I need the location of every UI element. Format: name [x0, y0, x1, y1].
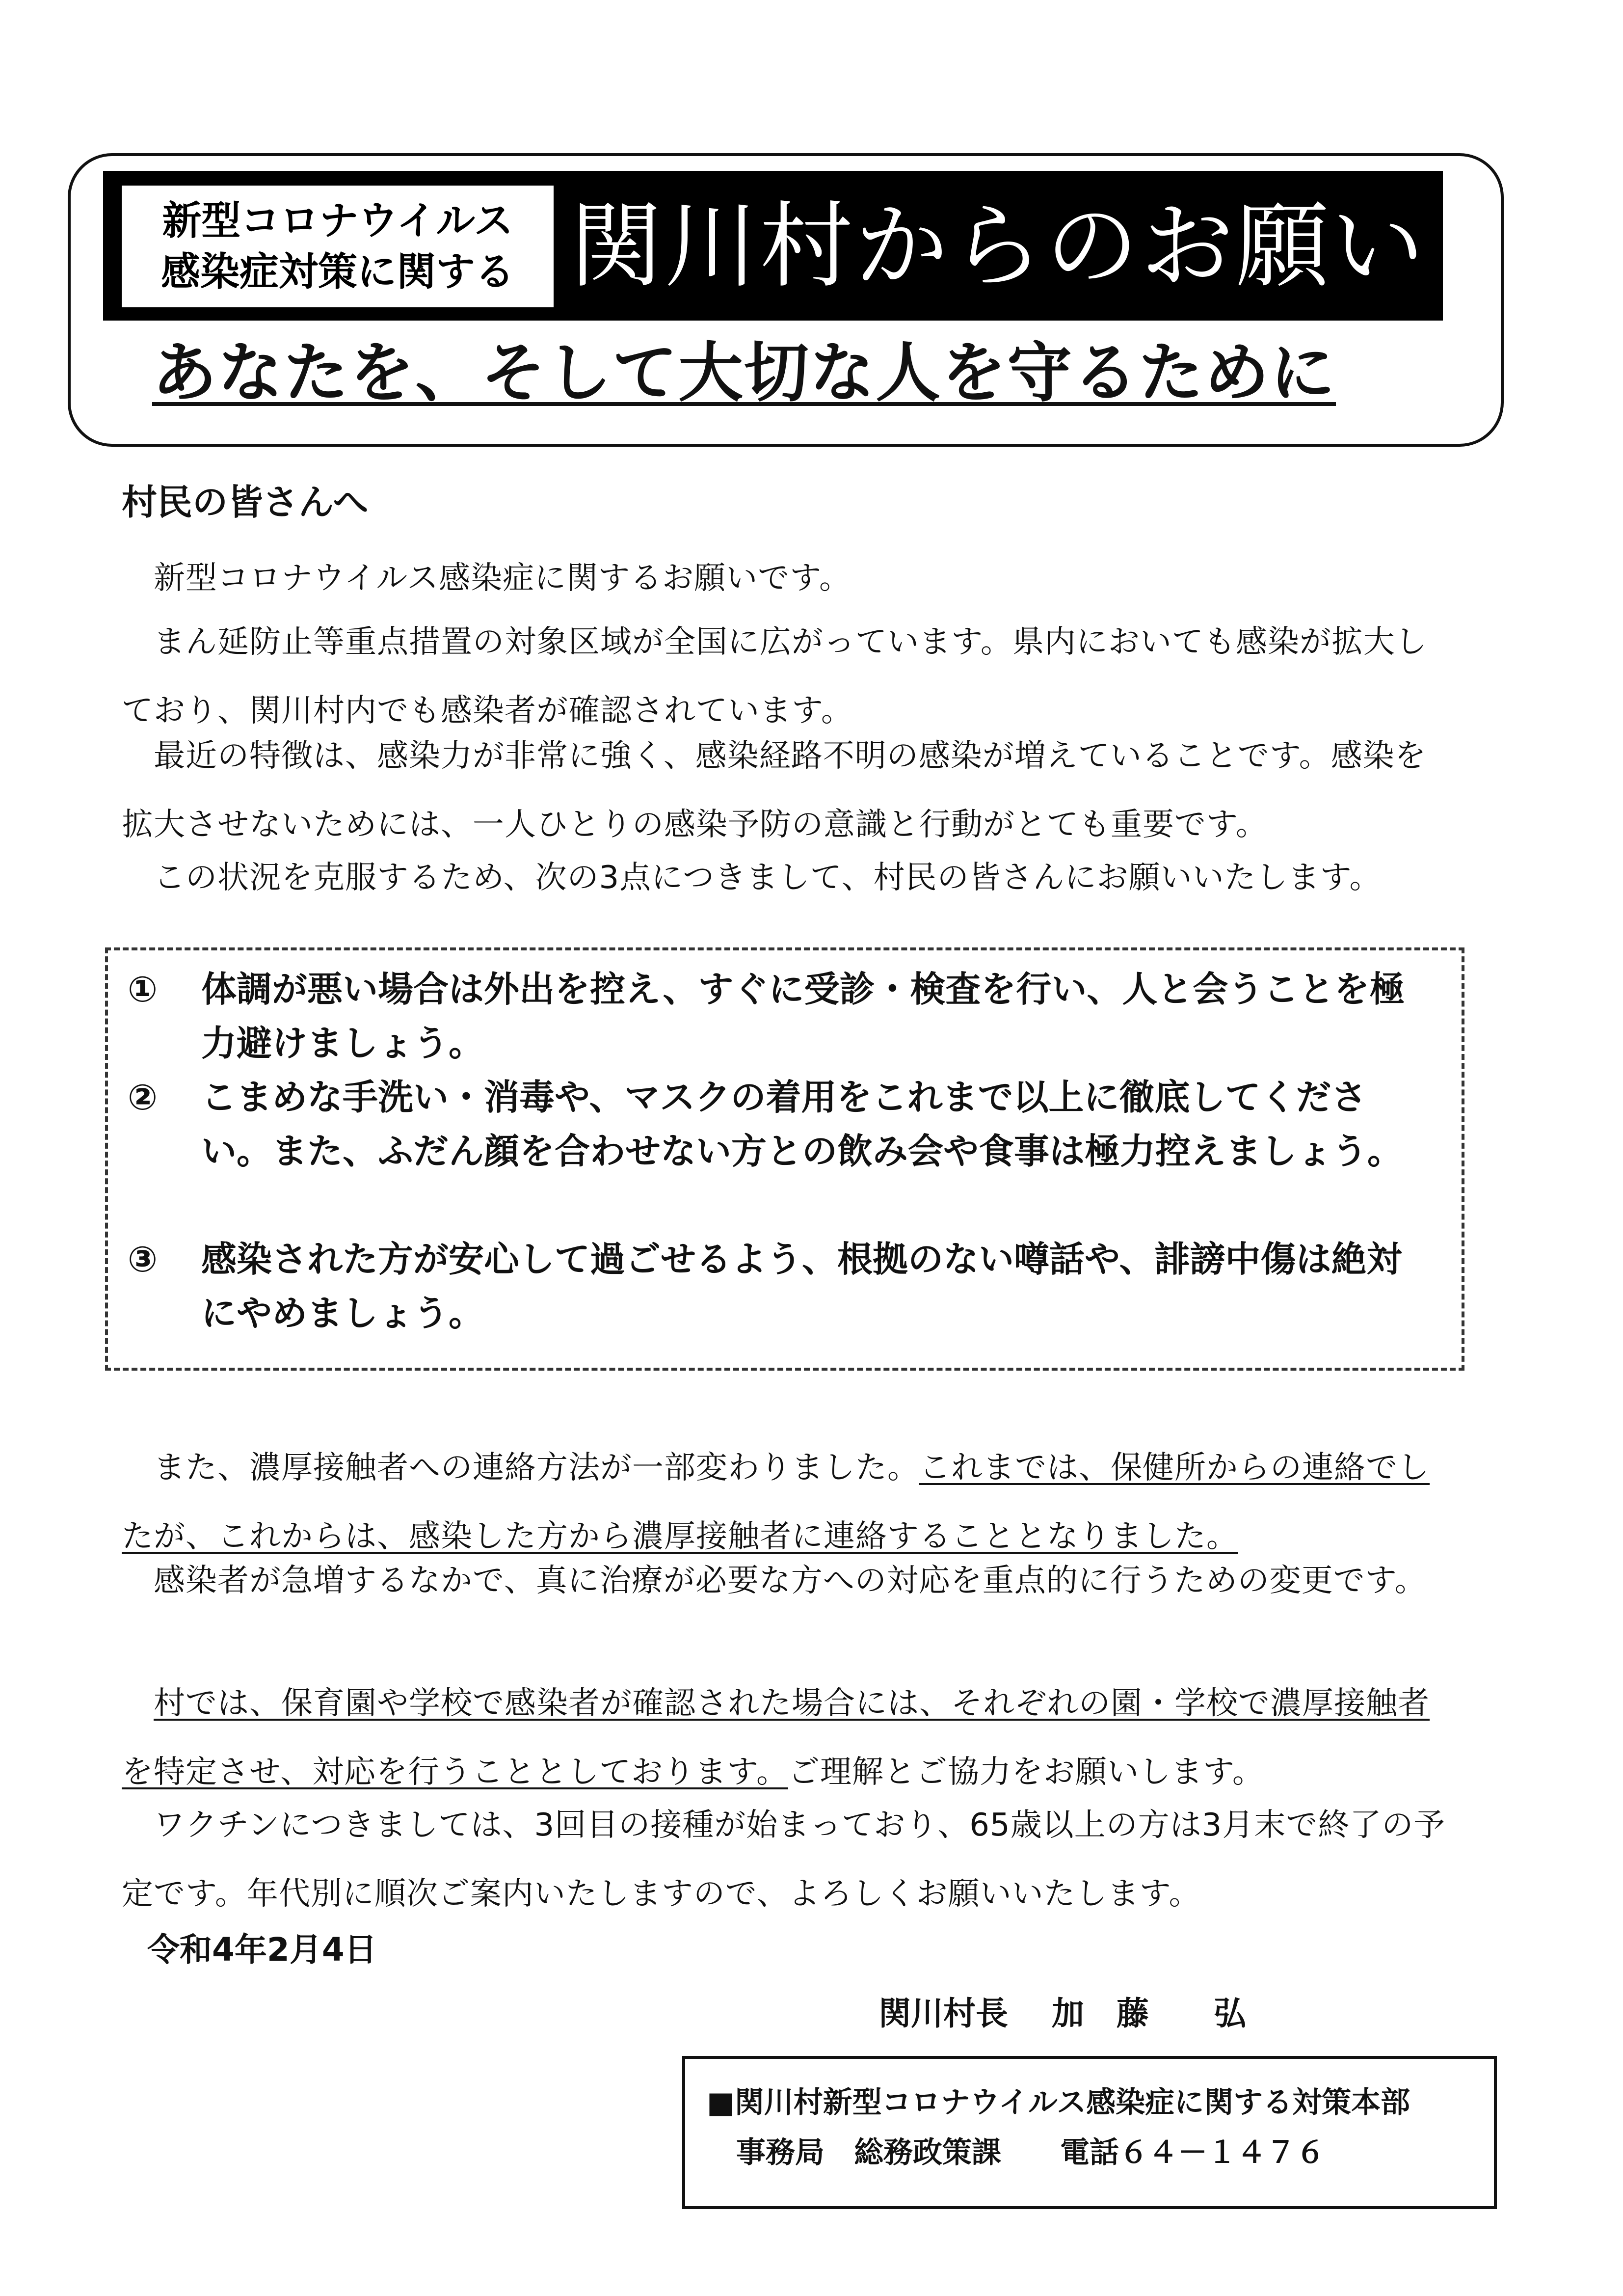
paragraph-reason [122, 1546, 1447, 1615]
request-number: ① [128, 969, 158, 1010]
reason-text: 感染者が急増するなかで、真に治療が必要な方への対応を重点的に行うための変更です。 [154, 1563, 1427, 1599]
request-number: ② [128, 1077, 158, 1118]
request-item [128, 1232, 1423, 1340]
greeting: 村民の皆さんへ [122, 482, 369, 523]
paragraph-features-text: 最近の特徴は、感染力が非常に強く、感染経路不明の感染が増えていることです。感染を拡大させないためには、一人ひとりの感染予防の意識と行動がとても重要です。 [122, 738, 1427, 843]
intro-paragraph [122, 544, 1447, 613]
contact-change-text: また、濃厚接触者への連絡方法が一部変わりました。 [154, 1450, 919, 1486]
tagline: あなたを、そして大切な人を守るために [152, 335, 1336, 411]
request-item [128, 962, 1423, 1070]
request-number: ③ [128, 1239, 158, 1280]
vaccine-text: ワクチンにつきましては、3回目の接種が始まっており、65歳以上の方は3月末で終了の予定です。年代別に順次ご案内いたしますので、よろしくお願いいたします。 [122, 1807, 1446, 1912]
schools-text: ご理解とご協力をお願いします。 [788, 1754, 1264, 1790]
contact-office: ■関川村新型コロナウイルス感染症に関する対策本部 [707, 2085, 1410, 2120]
paragraph-request-intro-text: この状況を克服するため、次の3点につきまして、村民の皆さんにお願いいたします。 [154, 860, 1382, 896]
contact-phone: 事務局 総務政策課 電話６４－１４７６ [736, 2135, 1325, 2170]
paragraph-features [122, 722, 1447, 859]
signature: 関川村長 加 藤 弘 [878, 1995, 1246, 2032]
subtitle-box [122, 186, 554, 307]
paragraph-schools [122, 1669, 1447, 1807]
subtitle-line-2: 感染症対策に関する [161, 249, 514, 295]
request-text: 体調が悪い場合は外出を控え、すぐに受診・検査を行い、人と会うことを極力避けましょう。 [201, 969, 1405, 1064]
date: 令和4年2月4日 [147, 1931, 377, 1969]
schools-underlined: 村では、保育園や学校で感染者が確認された場合には、それぞれの園・学校で濃厚接触者を特定させ、対応を行うこととしております。 [122, 1685, 1430, 1790]
paragraph-request-intro [122, 843, 1447, 912]
page-title: 関川村からのお願い [569, 192, 1427, 300]
request-text: 感染された方が安心して過ごせるよう、根拠のない噂話や、誹謗中傷は絶対にやめましょう。 [201, 1239, 1402, 1334]
intro-text: 新型コロナウイルス感染症に関するお願いです。 [154, 560, 851, 596]
request-item [128, 1070, 1423, 1178]
contact-change-underlined: これまでは、保健所からの連絡でしたが、これからは、感染した方から濃厚接触者に連絡することとなりました。 [122, 1450, 1430, 1555]
request-text: こまめな手洗い・消毒や、マスクの着用をこれまで以上に徹底してください。また、ふだん顔を合わせない方との飲み会や食事は極力控えましょう。 [201, 1077, 1403, 1172]
paragraph-spread-text: まん延防止等重点措置の対象区域が全国に広がっています。県内においても感染が拡大しており、関川村内でも感染者が確認されています。 [122, 624, 1427, 729]
paragraph-vaccine [122, 1791, 1447, 1928]
subtitle-line-1: 新型コロナウイルス [162, 198, 513, 243]
